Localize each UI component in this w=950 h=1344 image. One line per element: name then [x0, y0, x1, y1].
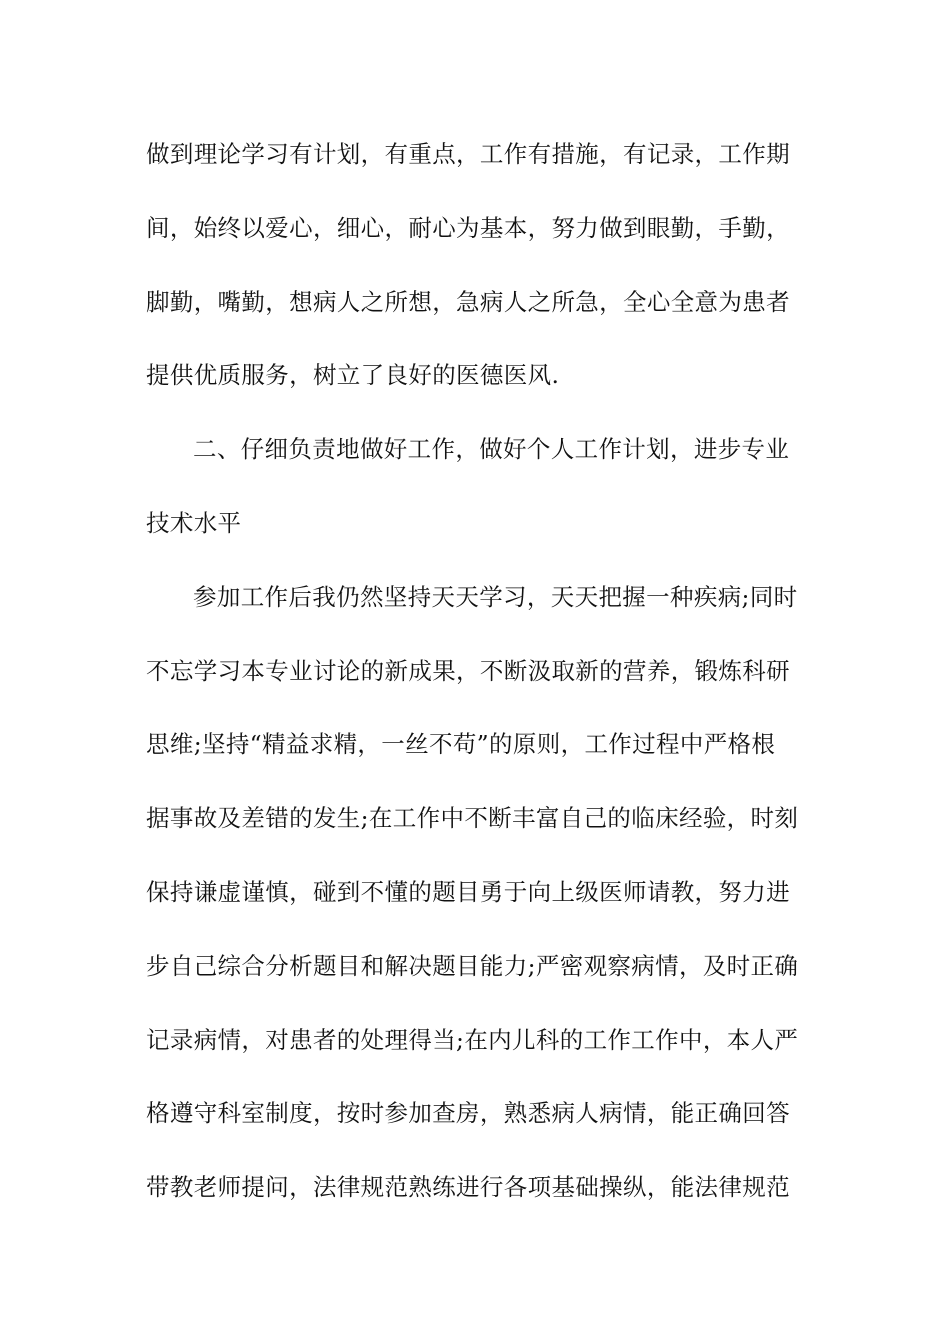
paragraph-line: 思维;坚持“精益求精，一丝不苟”的原则，工作过程中严格根	[146, 730, 776, 759]
body-text	[146, 128, 816, 1235]
paragraph-line: 据事故及差错的发生;在工作中不断丰富自己的临床经验，时刻	[146, 804, 799, 833]
paragraph-line: 步自己综合分析题目和解决题目能力;严密观察病情，及时正确	[146, 951, 799, 980]
paragraph-line: 做到理论学习有计划，有重点，工作有措施，有记录，工作期	[146, 140, 790, 168]
section-heading-line: 二、仔细负责地做好工作，做好个人工作计划，进步专业	[193, 435, 790, 464]
paragraph-line: 提供优质服务，树立了良好的医德医风.	[146, 361, 560, 390]
paragraph-line: 间，始终以爱心，细心，耐心为基本，努力做到眼勤，手勤，	[146, 213, 790, 242]
paragraph-line: 记录病情，对患者的处理得当;在内儿科的工作工作中，本人严	[146, 1025, 799, 1054]
section-heading-line: 技术水平	[146, 508, 242, 537]
paragraph-line: 不忘学习本专业讨论的新成果，不断汲取新的营养，锻炼科研	[146, 656, 790, 685]
paragraph-line: 带教老师提问，法律规范熟练进行各项基础操纵，能法律规范	[146, 1173, 790, 1202]
paragraph-line: 保持谦虚谨慎，碰到不懂的题目勇于向上级医师请教，努力进	[146, 877, 790, 906]
paragraph-line: 参加工作后我仍然坚持天天学习，天天把握一种疾病;同时	[193, 582, 798, 611]
paragraph-line: 格遵守科室制度，按时参加查房，熟悉病人病情，能正确回答	[146, 1099, 790, 1128]
paragraph-line: 脚勤，嘴勤，想病人之所想，急病人之所急，全心全意为患者	[146, 287, 790, 316]
